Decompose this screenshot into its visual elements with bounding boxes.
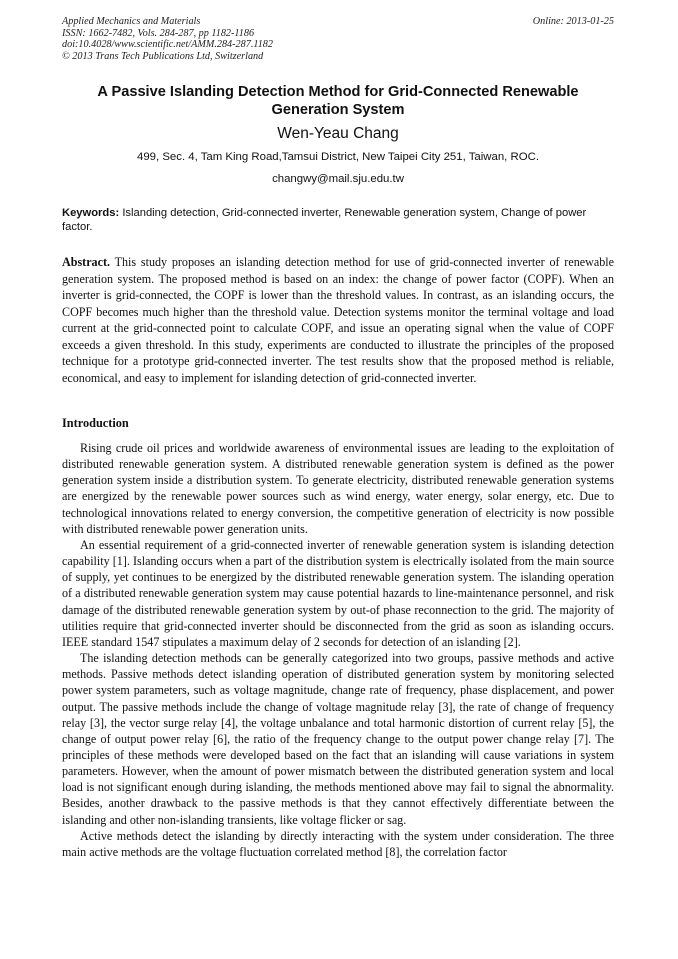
- author-affiliation: 499, Sec. 4, Tam King Road,Tamsui District, New Taipei City 251, Taiwan, ROC.: [136, 151, 539, 163]
- paragraph: Rising crude oil prices and worldwide awareness of environmental issues are leading to the exploitation of distributed renewable generation system. A distributed renewable generation system is defined as the power generation system inside a distribution system. To generate electricity, distributed renewable generation systems are energized by the renewable power sources such as wind energy, water energy, solar energy, etc. Due to technological innovations related to energy conversion, the competitive generation of electricity is now possible with distributed renewable power generation units.: [62, 441, 614, 536]
- introduction-body: [62, 440, 614, 860]
- abstract-label: Abstract.: [62, 255, 111, 269]
- paragraph: The islanding detection methods can be generally categorized into two groups, passive methods and active methods. Passive methods detect islanding operation of distributed generation system by monitoring selected power system parameters, such as voltage magnitude, change rate of frequency, phase displacement, and power output. The passive methods include the change of voltage magnitude relay [3], the rate of change of frequency relay [3], the vector surge relay [4], the voltage unbalance and total harmonic distortion of current relay [5], the change of output power relay [6], the ratio of the frequency change to the output power change relay [7]. The principles of these methods were developed based on the fact that an islanding will cause variations in system parameters. However, when the amount of power mismatch between the distributed generation system and local load is not significant enough during islanding, the methods mentioned above may fail to signal the abnormality. Besides, another drawback to the passive methods is that they cannot effectively differentiate between the islanding and other non-islanding transients, like voltage flicker or sag.: [62, 651, 614, 827]
- keywords: [62, 206, 614, 235]
- keywords-text: Islanding detection, Grid-connected inverter, Renewable generation system, Change of power factor.: [62, 207, 587, 234]
- section-heading-introduction: Introduction: [62, 416, 129, 430]
- paragraph: Active methods detect the islanding by directly interacting with the system under consideration. The three main active methods are the voltage fluctuation correlated method [8], the correlation factor: [62, 828, 614, 859]
- paper-title: A Passive Islanding Detection Method for Grid-Connected Renewable Generation System: [97, 84, 579, 118]
- author-email: changwy@mail.sju.edu.tw: [272, 173, 404, 185]
- keywords-label: Keywords:: [62, 207, 120, 219]
- journal-copyright: © 2013 Trans Tech Publications Ltd, Switzerland: [62, 50, 264, 62]
- online-date: Online: 2013-01-25: [532, 16, 614, 27]
- paragraph: An essential requirement of a grid-connected inverter of renewable generation system is islanding detection capability [1]. Islanding occurs when a part of the distribution system is electrically isolated from the main source of supply, yet continues to be energized by the distributed renewable generation system. The islanding operation of a distributed renewable generation system may cause potential hazards to line-maintenance personnel, and risk damage of the distributed renewable generation system by out-of phase reconnection to the grid. The majority of utilities require that grid-connected inverter should be disconnected from the grid as soon as islanding occurs. IEEE standard 1547 stipulates a maximum delay of 2 seconds for detection of an islanding [2].: [62, 537, 614, 649]
- abstract-text: This study proposes an islanding detection method for use of grid-connected inverter of renewable generation system. The proposed method is based on an index: the change of power factor (COPF). When an inverter is grid-connected, the COPF is lower than the threshold values. In contrast, as an islanding occurs, the COPF becomes much higher than the threshold value. Detection systems monitor the terminal voltage and load current at the grid-connected point to calculate COPF, and issue an operating signal when the value of COPF exceeds a given threshold. In this study, experiments are conducted to illustrate the principles of the proposed technique for a prototype grid-connected inverter. The test results show that the proposed method is reliable, economical, and easy to implement for islanding detection of grid-connected inverter.: [62, 255, 614, 385]
- paper-author: Wen-Yeau Chang: [277, 125, 399, 142]
- journal-name: Applied Mechanics and Materials: [62, 16, 201, 27]
- abstract: [62, 254, 614, 386]
- journal-issn: ISSN: 1662-7482, Vols. 284-287, pp 1182-1186: [62, 27, 255, 39]
- journal-doi: doi:10.4028/www.scientific.net/AMM.284-287.1182: [62, 39, 273, 51]
- journal-header: [62, 16, 614, 62]
